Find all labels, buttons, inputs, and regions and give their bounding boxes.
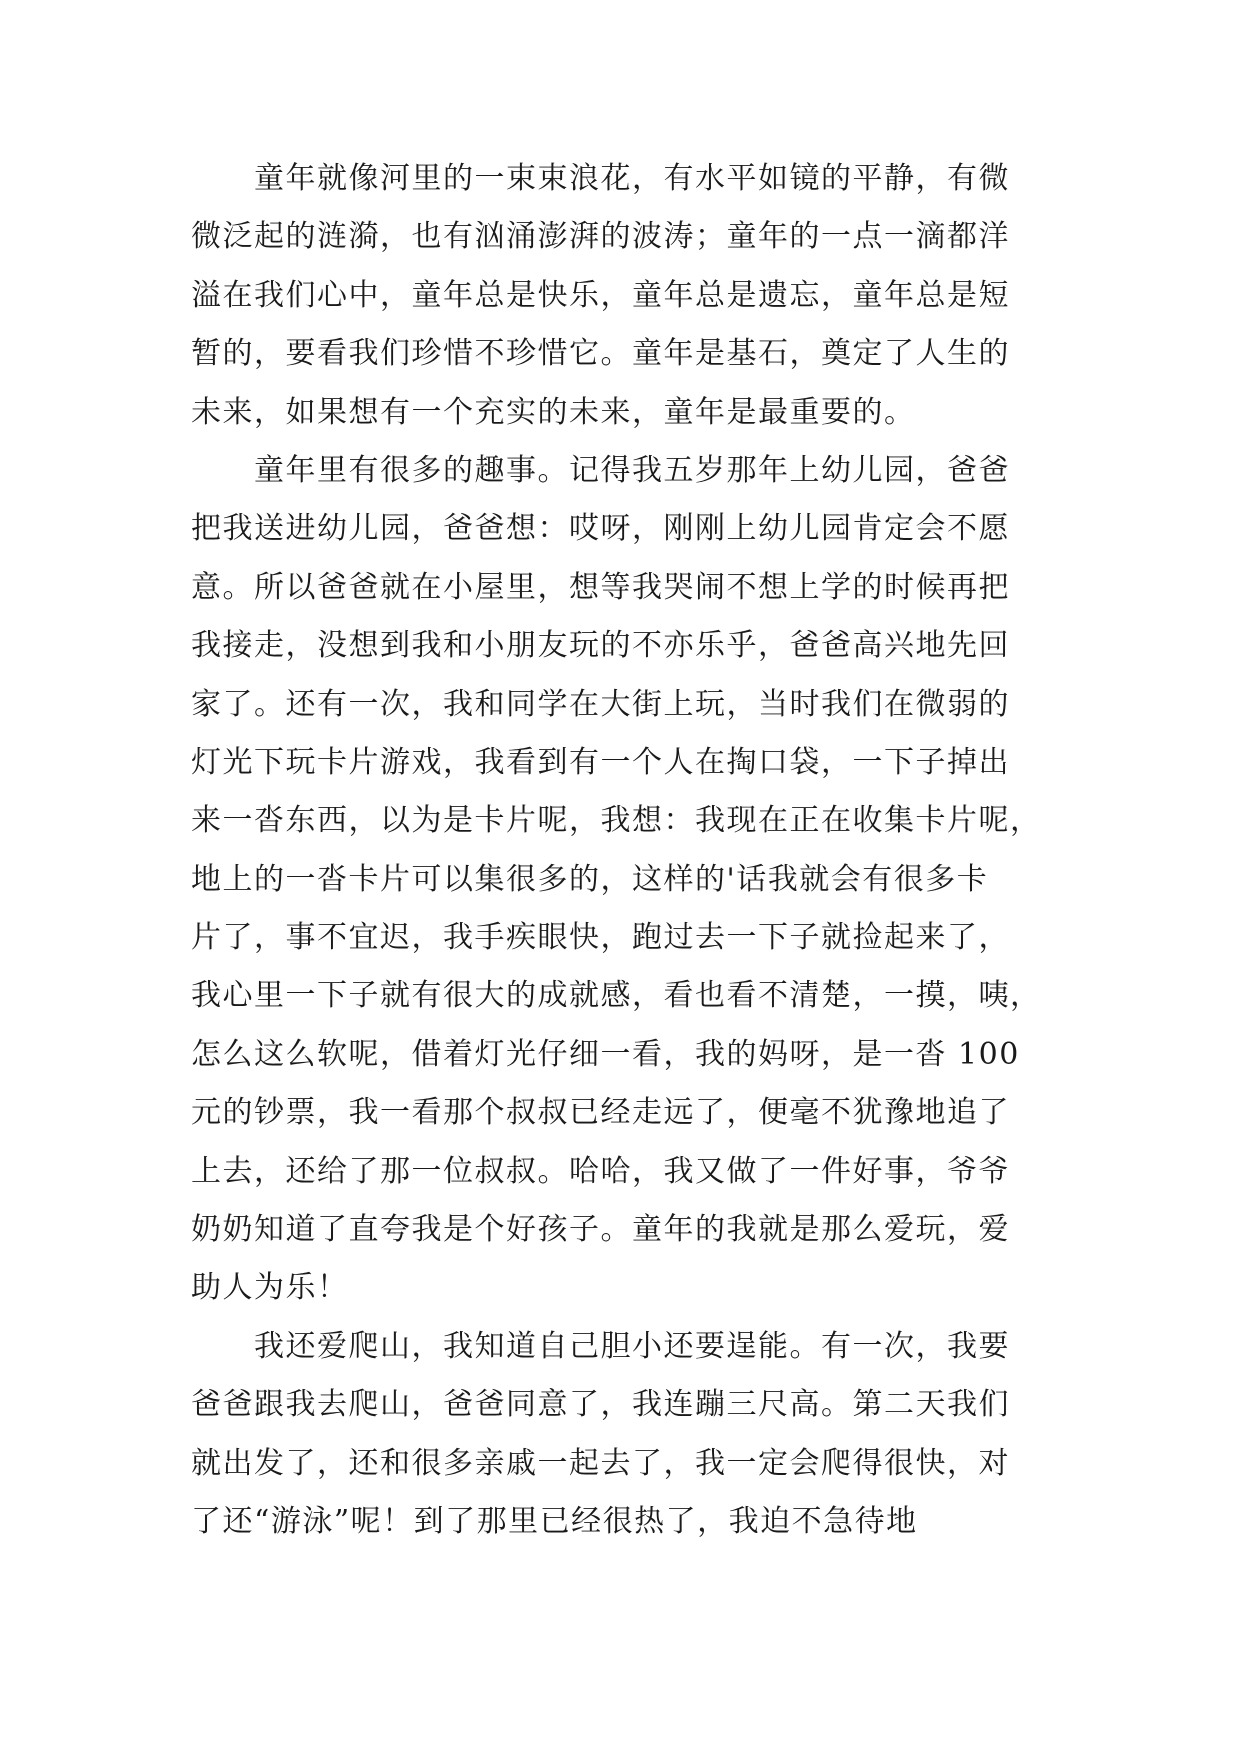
text-line: 把我送进幼儿园，爸爸想：哎呀，刚刚上幼儿园肯定会不愿 — [191, 511, 1010, 547]
text-line: 地上的一沓卡片可以集很多的，这样的'话我就会有很多卡 — [191, 861, 989, 897]
text-line: 奶奶知道了直夸我是个好孩子。童年的我就是那么爱玩，爱 — [191, 1212, 1010, 1248]
text-line: 就出发了，还和很多亲戚一起去了，我一定会爬得很快，对 — [191, 1445, 1010, 1481]
text-line: 童年里有很多的趣事。记得我五岁那年上幼儿园，爸爸 — [191, 452, 1010, 488]
text-line: 我还爱爬山，我知道自己胆小还要逞能。有一次，我要 — [191, 1328, 1010, 1364]
text-line: 怎么这么软呢，借着灯光仔细一看，我的妈呀，是一沓 100 — [191, 1036, 1020, 1072]
text-line: 我心里一下子就有很大的成就感，看也看不清楚，一摸，咦， — [191, 978, 1042, 1014]
text-line: 来一沓东西，以为是卡片呢，我想：我现在正在收集卡片呢， — [191, 803, 1042, 839]
text-line: 溢在我们心中，童年总是快乐，童年总是遗忘，童年总是短 — [191, 277, 1010, 313]
text-line: 我接走，没想到我和小朋友玩的不亦乐乎，爸爸高兴地先回 — [191, 628, 1010, 664]
text-line: 助人为乐！ — [191, 1270, 349, 1306]
text-line: 意。所以爸爸就在小屋里，想等我哭闹不想上学的时候再把 — [191, 569, 1010, 605]
text-line: 家了。还有一次，我和同学在大街上玩，当时我们在微弱的 — [191, 686, 1010, 722]
text-line: 片了，事不宜迟，我手疾眼快，跑过去一下子就捡起来了， — [191, 920, 1010, 956]
text-line: 元的钞票，我一看那个叔叔已经走远了，便毫不犹豫地追了 — [191, 1095, 1010, 1131]
text-line: 童年就像河里的一束束浪花，有水平如镜的平静，有微 — [191, 161, 1010, 196]
text-line: 暂的，要看我们珍惜不珍惜它。童年是基石，奠定了人生的 — [191, 336, 1010, 372]
text-line: 未来，如果想有一个充实的未来，童年是最重要的。 — [191, 394, 916, 430]
text-line: 了还“游泳”呢！到了那里已经很热了，我迫不急待地 — [191, 1503, 918, 1539]
text-line: 爸爸跟我去爬山，爸爸同意了，我连蹦三尺高。第二天我们 — [191, 1387, 1010, 1423]
essay-body — [191, 150, 1071, 1551]
text-line: 微泛起的涟漪，也有汹涌澎湃的波涛；童年的一点一滴都洋 — [191, 219, 1010, 255]
text-line: 上去，还给了那一位叔叔。哈哈，我又做了一件好事，爷爷 — [191, 1153, 1010, 1189]
text-line: 灯光下玩卡片游戏，我看到有一个人在掏口袋，一下子掉出 — [191, 744, 1010, 780]
